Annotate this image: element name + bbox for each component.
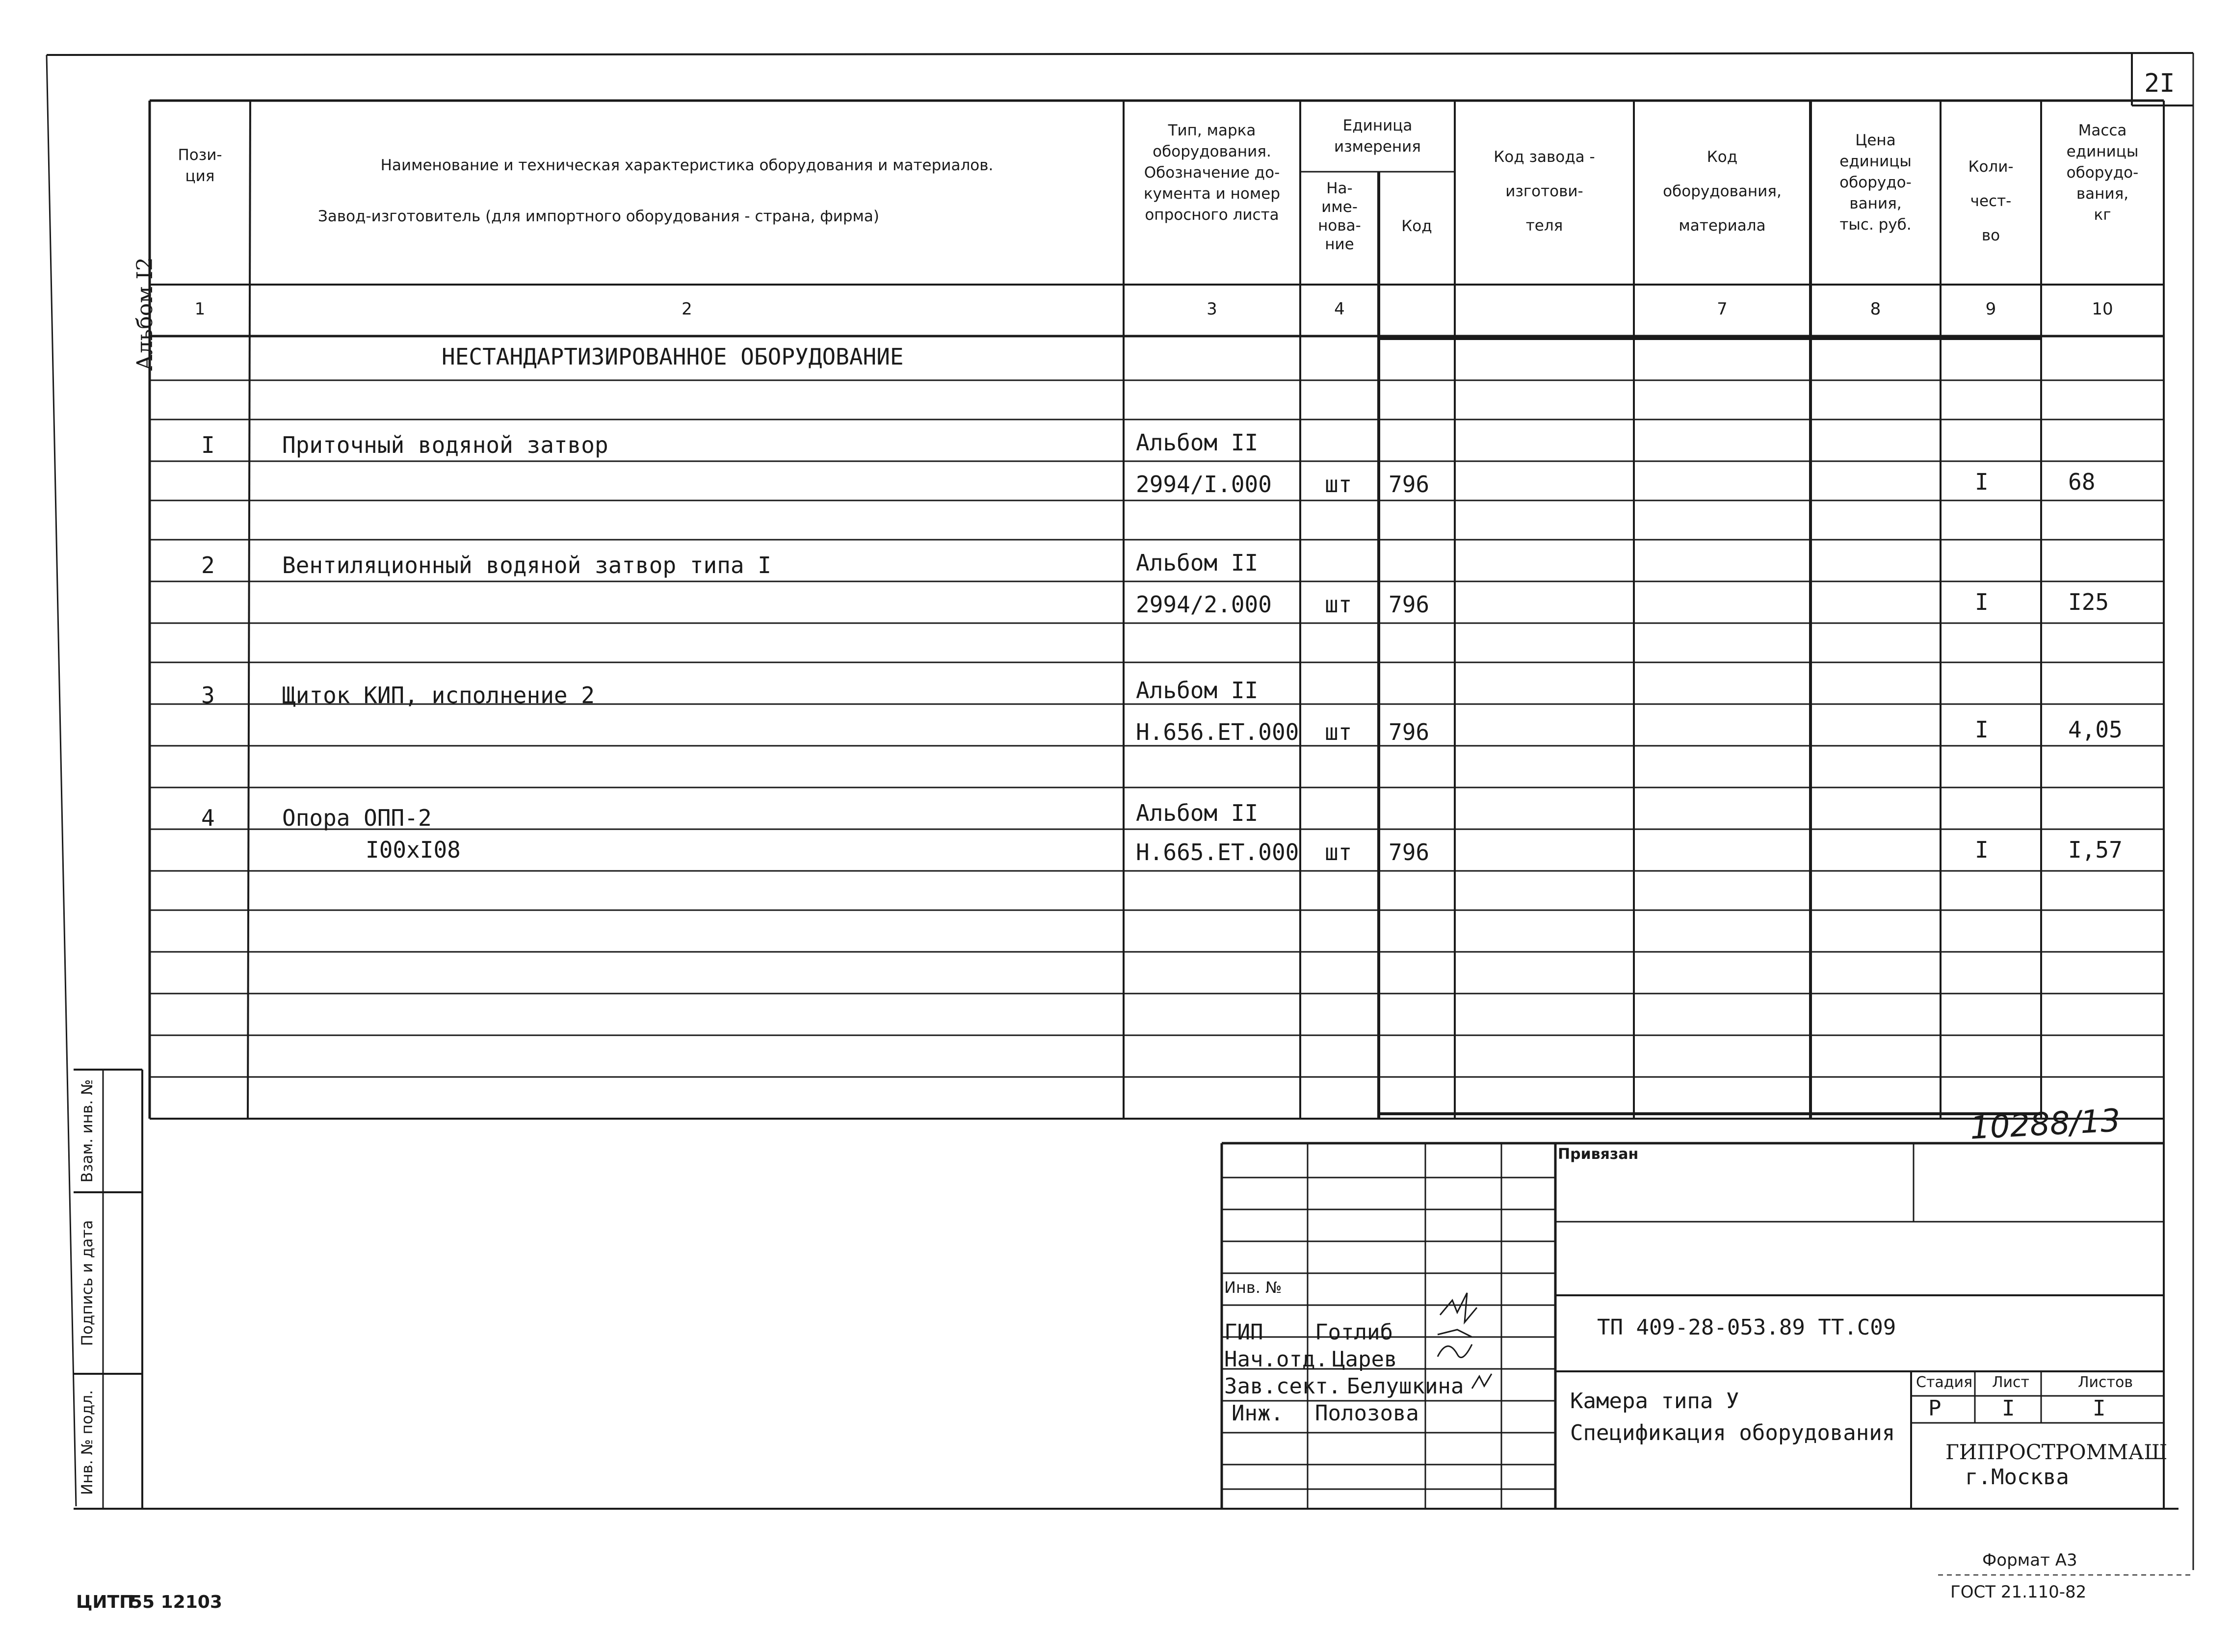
item-name: Приточный водяной затвор — [282, 432, 608, 458]
stage-value: Р — [1928, 1396, 1942, 1421]
item-document: 2994/I.000 — [1136, 471, 1272, 498]
footer-org: ЦИТП — [76, 1592, 134, 1612]
column-number: 9 — [1985, 299, 1996, 319]
footer-code: 55 12103 — [130, 1592, 222, 1612]
header-price: Цена единицы оборудо- вания, тыс. руб. — [1839, 131, 1912, 234]
item-name: Опора ОПП-2 — [282, 805, 432, 831]
format-label: Формат А3 — [1982, 1550, 2077, 1570]
stamp-inv-podl: Инв. № подл. — [79, 1390, 96, 1495]
header-position: Пози- ция — [178, 146, 222, 185]
signer-name: Полозова — [1315, 1401, 1419, 1426]
header-name-line1: Наименование и техническая характеристика оборудования и материалов. — [380, 157, 994, 174]
item-mass: I25 — [2068, 589, 2109, 615]
drawing-title-line2: Спецификация оборудования — [1570, 1420, 1895, 1445]
organization-city: г.Москва — [1965, 1465, 2069, 1490]
header-factory-code: Код завода - изготови- теля — [1494, 148, 1595, 235]
column-number: 7 — [1717, 299, 1728, 319]
signer-name: Царев — [1332, 1347, 1397, 1372]
item-album: Альбом II — [1136, 677, 1259, 704]
header-type: Тип, марка оборудования. Обозначение до- кумента и номер опросного листа — [1143, 122, 1281, 224]
item-unit: шт — [1325, 471, 1352, 498]
item-document: Н.656.ЕТ.000 — [1136, 719, 1299, 745]
item-mass: 4,05 — [2068, 716, 2123, 743]
signer-role: Нач.отд. — [1224, 1347, 1328, 1372]
signer-role: ГИП — [1224, 1320, 1263, 1345]
item-unit: шт — [1325, 719, 1352, 745]
signer-role: Зав.сект. — [1224, 1374, 1341, 1399]
document-code: ТП 409-28-053.89 ТТ.С09 — [1597, 1315, 1896, 1340]
item-unit-code: 796 — [1389, 719, 1430, 745]
item-unit-code: 796 — [1389, 471, 1430, 498]
header-unit-name: На- име- нова- ние — [1318, 180, 1361, 253]
column-number: 10 — [2092, 299, 2113, 319]
item-unit: шт — [1325, 839, 1352, 865]
item-album: Альбом II — [1136, 550, 1259, 576]
stamp-vzam-inv: Взам. инв. № — [79, 1079, 96, 1183]
column-number: 4 — [1334, 299, 1345, 319]
album-side-label: Альбом I2 — [132, 257, 157, 371]
item-position: 2 — [201, 552, 215, 578]
header-unit-group: Единица измерения — [1334, 117, 1421, 156]
gost-label: ГОСТ 21.110-82 — [1950, 1582, 2087, 1602]
item-mass: I,57 — [2068, 837, 2123, 863]
inv-no-label: Инв. № — [1224, 1278, 1282, 1297]
item-position: I — [201, 432, 215, 458]
item-name: Вентиляционный водяной затвор типа I — [282, 552, 771, 578]
item-quantity: I — [1975, 716, 1989, 743]
header-equipment-code: Код оборудования, материала — [1663, 148, 1782, 235]
item-quantity: I — [1975, 469, 1989, 495]
item-mass: 68 — [2068, 469, 2096, 495]
sheets-label: Листов — [2078, 1374, 2133, 1391]
item-unit-code: 796 — [1389, 839, 1430, 865]
sheets-value: I — [2093, 1396, 2106, 1421]
item-document: Н.665.ЕТ.000 — [1136, 839, 1299, 865]
column-number: 8 — [1870, 299, 1881, 319]
page-number: 2I — [2144, 69, 2175, 98]
section-title: НЕСТАНДАРТИЗИРОВАННОЕ ОБОРУДОВАНИЕ — [442, 343, 904, 370]
header-name-line2: Завод-изготовитель (для импортного оборудования - страна, фирма) — [317, 208, 880, 225]
item-document: 2994/2.000 — [1136, 591, 1272, 618]
archive-number: 10288/13 — [1969, 1102, 2122, 1147]
privyazan-label: Привязан — [1558, 1146, 1639, 1163]
sheet-label: Лист — [1992, 1374, 2030, 1391]
item-quantity: I — [1975, 837, 1989, 863]
stamp-podpis-data: Подпись и дата — [79, 1220, 96, 1346]
item-name-size: I00xI08 — [366, 837, 461, 863]
item-unit-code: 796 — [1389, 591, 1430, 618]
drawing-title-line1: Камера типа У — [1570, 1389, 1739, 1414]
header-unit-code: Код — [1401, 217, 1432, 235]
item-position: 4 — [201, 805, 215, 831]
item-album: Альбом II — [1136, 800, 1259, 826]
item-position: 3 — [201, 682, 215, 708]
column-number: 1 — [194, 299, 206, 319]
item-unit: шт — [1325, 591, 1352, 618]
organization-name: ГИПРОСТРОММАШ — [1945, 1440, 2168, 1464]
signer-name: Готлиб — [1315, 1320, 1393, 1345]
column-number: 2 — [682, 299, 692, 319]
item-name: Щиток КИП, исполнение 2 — [282, 682, 595, 708]
item-quantity: I — [1975, 589, 1989, 615]
header-mass: Масса единицы оборудо- вания, кг — [2066, 122, 2139, 224]
item-album: Альбом II — [1136, 429, 1259, 456]
header-quantity: Коли- чест- во — [1968, 158, 2014, 244]
signer-role: Инж. — [1232, 1401, 1284, 1426]
sheet-value: I — [2002, 1396, 2015, 1421]
stage-label: Стадия — [1916, 1374, 1973, 1391]
signer-name: Белушкина — [1347, 1374, 1464, 1399]
column-number: 3 — [1207, 299, 1217, 319]
